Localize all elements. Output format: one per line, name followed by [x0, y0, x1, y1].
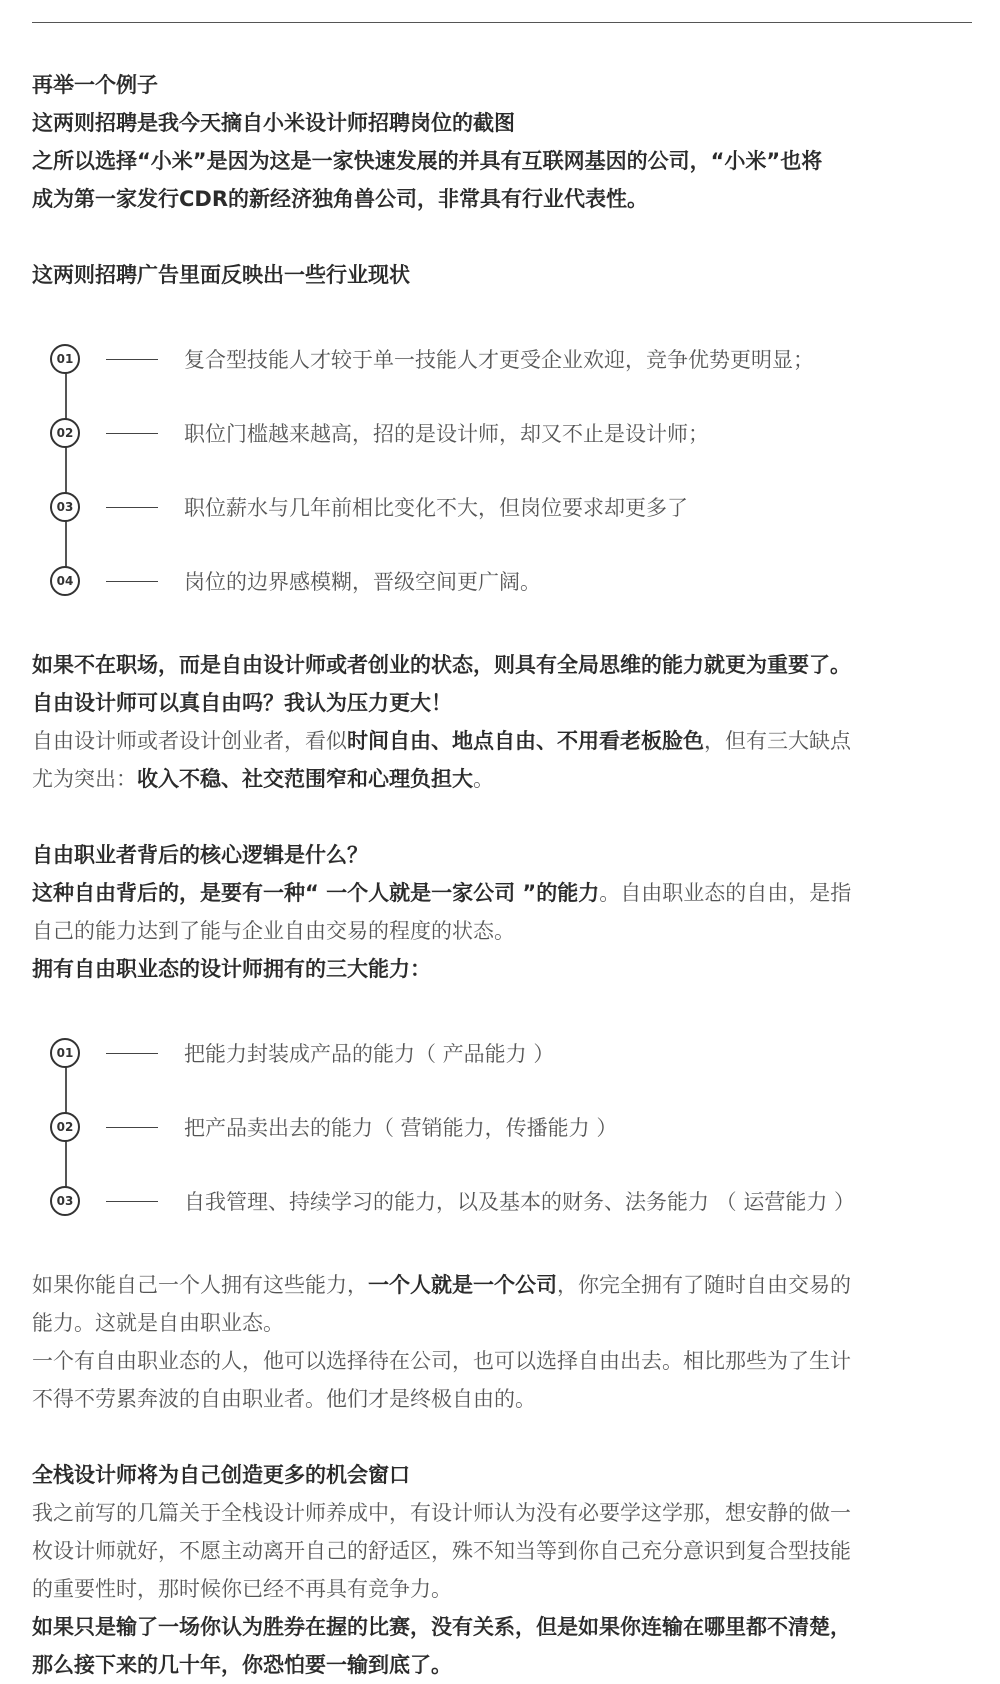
list-item	[32, 544, 972, 618]
paragraph-line: 一个有自由职业态的人，他可以选择待在公司，也可以选择自由出去。相比那些为了生计	[32, 1349, 851, 1373]
paragraph-line: 自由设计师可以真自由吗？我认为压力更大！	[32, 691, 452, 715]
number-badge: 01	[50, 1038, 80, 1068]
number-badge: 04	[50, 566, 80, 596]
emphasis-text: 时间自由、地点自由、不用看老板脸色	[347, 729, 704, 753]
intro-line: 这两则招聘是我今天摘自小米设计师招聘岗位的截图	[32, 111, 515, 135]
list-item	[32, 470, 972, 544]
article-body	[32, 66, 972, 1684]
dash-separator	[106, 1127, 158, 1128]
section-title: 这两则招聘广告里面反映出一些行业现状	[32, 263, 410, 287]
list-item	[32, 1016, 972, 1090]
number-badge: 01	[50, 344, 80, 374]
dash-separator	[106, 1053, 158, 1054]
dash-separator	[106, 581, 158, 582]
list-item	[32, 1090, 972, 1164]
paragraph-line: 如果只是输了一场你认为胜券在握的比赛，没有关系，但是如果你连输在哪里都不清楚，	[32, 1615, 851, 1639]
list-item-text: 职位薪水与几年前相比变化不大，但岗位要求却更多了	[184, 496, 688, 520]
number-badge: 03	[50, 492, 80, 522]
list-item-text: 职位门槛越来越高，招的是设计师，却又不止是设计师；	[184, 422, 709, 446]
list-item-text: 自我管理、持续学习的能力，以及基本的财务、法务能力 （ 运营能力 ）	[184, 1190, 856, 1214]
paragraph-line: 尤为突出：收入不稳、社交范围窄和心理负担大。	[32, 767, 494, 791]
paragraph-line: 自由设计师或者设计创业者，看似时间自由、地点自由、不用看老板脸色，但有三大缺点	[32, 729, 851, 753]
intro-line: 之所以选择“小米”是因为这是一家快速发展的并具有互联网基因的公司，“小米”也将	[32, 149, 823, 173]
list-item-text: 把产品卖出去的能力（ 营销能力，传播能力 ）	[184, 1116, 618, 1140]
dash-separator	[106, 359, 158, 360]
paragraph-line: 这种自由背后的，是要有一种“ 一个人就是一家公司 ”的能力。自由职业态的自由，是指	[32, 881, 852, 905]
emphasis-text: 收入不稳、社交范围窄和心理负担大	[137, 767, 473, 791]
industry-status-list	[32, 322, 972, 618]
number-badge: 03	[50, 1186, 80, 1216]
paragraph-line: 如果你能自己一个人拥有这些能力，一个人就是一个公司，你完全拥有了随时自由交易的	[32, 1273, 851, 1297]
number-badge: 02	[50, 1112, 80, 1142]
dash-separator	[106, 433, 158, 434]
list-item	[32, 1164, 972, 1238]
intro-line: 再举一个例子	[32, 73, 158, 97]
timeline-connector	[65, 359, 67, 581]
paragraph-line: 能力。这就是自由职业态。	[32, 1311, 284, 1335]
emphasis-text: 一个人就是一个公司	[368, 1273, 557, 1297]
list-item	[32, 396, 972, 470]
paragraph-line: 如果不在职场，而是自由设计师或者创业的状态，则具有全局思维的能力就更为重要了。	[32, 653, 851, 677]
section-title: 自由职业者背后的核心逻辑是什么？	[32, 843, 368, 867]
paragraph-line: 那么接下来的几十年，你恐怕要一输到底了。	[32, 1653, 452, 1677]
top-divider	[32, 22, 972, 23]
list-item-text: 把能力封装成产品的能力（ 产品能力 ）	[184, 1042, 555, 1066]
number-badge: 02	[50, 418, 80, 448]
section-title: 全栈设计师将为自己创造更多的机会窗口	[32, 1463, 410, 1487]
paragraph-line: 不得不劳累奔波的自由职业者。他们才是终极自由的。	[32, 1387, 536, 1411]
abilities-list	[32, 1016, 972, 1238]
paragraph-line: 我之前写的几篇关于全栈设计师养成中，有设计师认为没有必要学这学那，想安静的做一	[32, 1501, 851, 1525]
list-item-text: 岗位的边界感模糊，晋级空间更广阔。	[184, 570, 541, 594]
emphasis-text: 这种自由背后的，是要有一种“ 一个人就是一家公司 ”的能力	[32, 881, 600, 905]
paragraph-line: 自己的能力达到了能与企业自由交易的程度的状态。	[32, 919, 515, 943]
paragraph-line: 拥有自由职业态的设计师拥有的三大能力：	[32, 957, 431, 981]
intro-line: 成为第一家发行CDR的新经济独角兽公司，非常具有行业代表性。	[32, 187, 649, 211]
dash-separator	[106, 1201, 158, 1202]
list-item-text: 复合型技能人才较于单一技能人才更受企业欢迎，竞争优势更明显；	[184, 348, 814, 372]
dash-separator	[106, 507, 158, 508]
list-item	[32, 322, 972, 396]
paragraph-line: 的重要性时，那时候你已经不再具有竞争力。	[32, 1577, 452, 1601]
paragraph-line: 枚设计师就好，不愿主动离开自己的舒适区，殊不知当等到你自己充分意识到复合型技能	[32, 1539, 851, 1563]
